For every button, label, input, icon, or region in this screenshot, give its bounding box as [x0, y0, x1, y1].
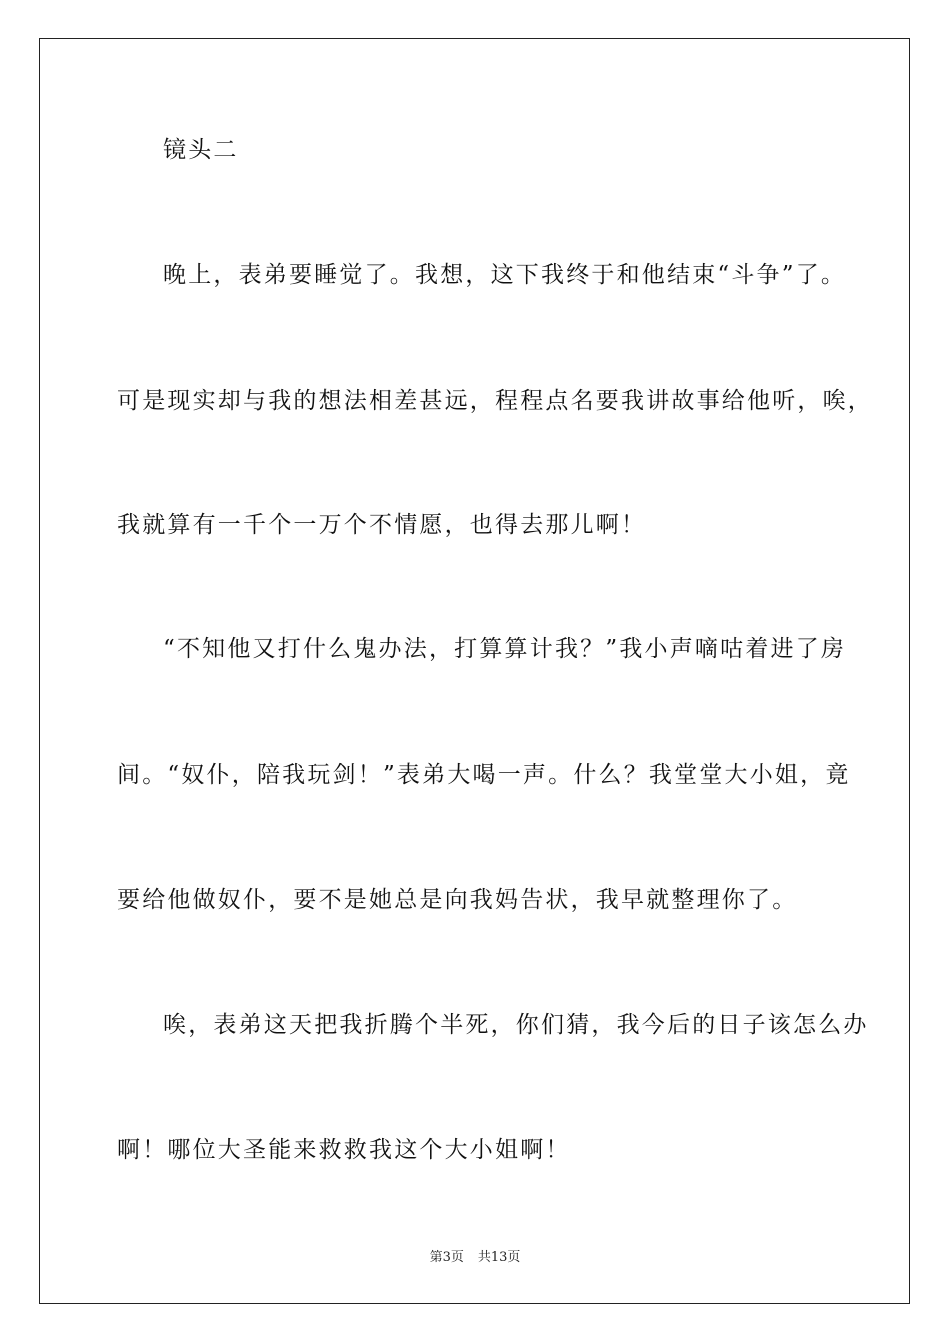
page-number: 第3页 [429, 1250, 464, 1265]
paragraph-line: 晚上，表弟要睡觉了。我想，这下我终于和他结束“斗争”了。 [163, 262, 847, 288]
paragraph-line: 我就算有一千个一万个不情愿，也得去那儿啊！ [117, 512, 647, 538]
paragraph-line: 啊！哪位大圣能来救救我这个大小姐啊！ [117, 1137, 571, 1163]
paragraph-line: 间。“奴仆，陪我玩剑！”表弟大喝一声。什么？我堂堂大小姐，竟 [117, 762, 851, 788]
page-footer [0, 1246, 950, 1265]
paragraph-line: 要给他做奴仆，要不是她总是向我妈告状，我早就整理你了。 [117, 887, 798, 913]
paragraph-line: 可是现实却与我的想法相差甚远，程程点名要我讲故事给他听，唉， [117, 388, 873, 414]
page-border [39, 38, 910, 1304]
paragraph-line: “不知他又打什么鬼办法，打算算计我？”我小声嘀咕着进了房 [163, 636, 847, 662]
page-total: 共13页 [477, 1250, 521, 1265]
section-heading: 镜头二 [163, 137, 239, 163]
paragraph-line: 唉，表弟这天把我折腾个半死，你们猜，我今后的日子该怎么办 [163, 1012, 869, 1038]
